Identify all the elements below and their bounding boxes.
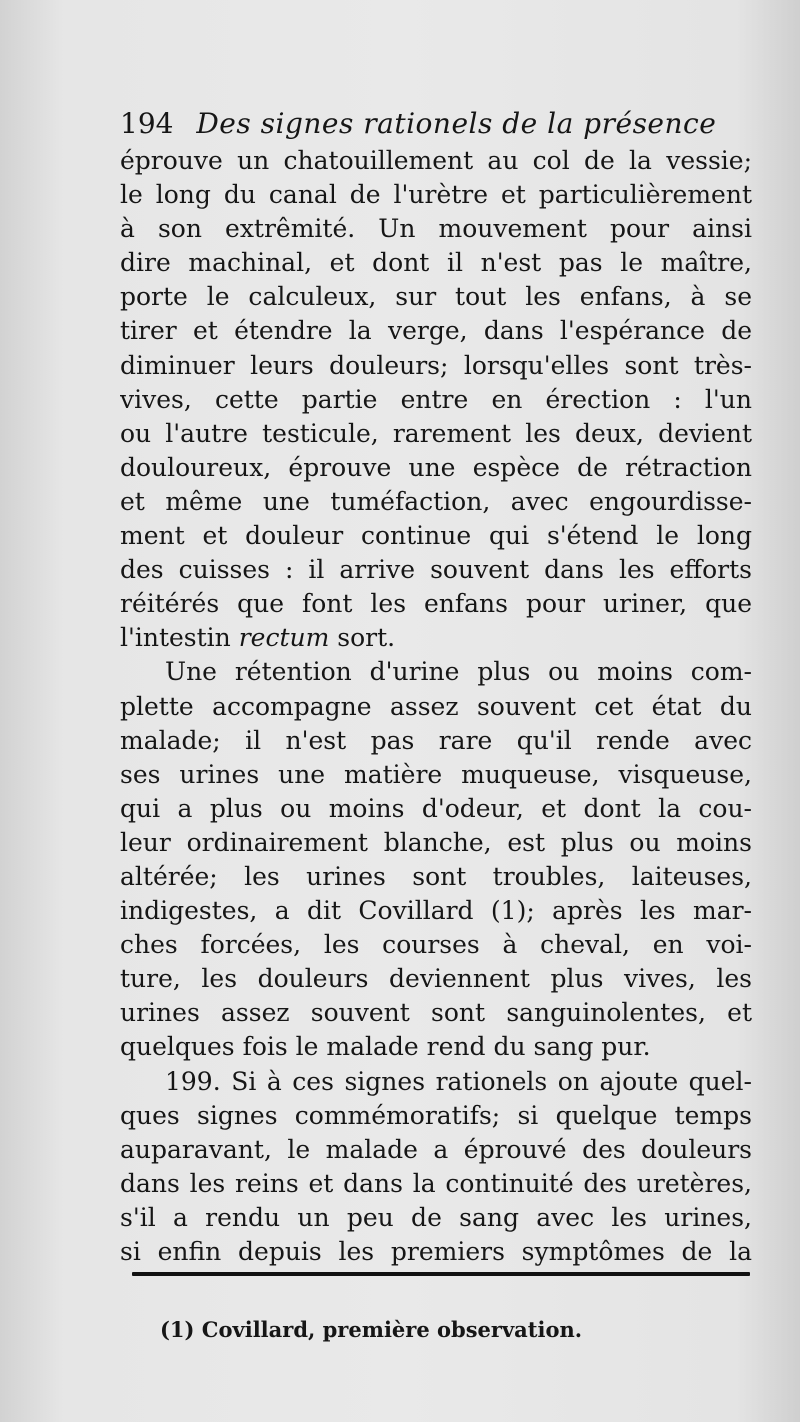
text-fragment: l'intestin (120, 623, 231, 653)
paragraph-start-line: 199. Si à ces signes rationels on ajoute quel- (165, 1066, 752, 1096)
text-line: porte le calculeux, sur tout les enfans, à se (120, 282, 752, 312)
text-line: et même une tuméfaction, avec engourdisse- (120, 486, 752, 516)
text-line: réitérés que font les enfans pour uriner, que (120, 589, 752, 619)
text-line: ou l'autre testicule, rarement les deux, devient (120, 418, 752, 448)
text-line: auparavant, le malade a éprouvé des douleurs (120, 1134, 752, 1164)
text-fragment: sort. (329, 623, 396, 653)
text-line: plette accompagne assez souvent cet état du (120, 691, 752, 721)
text-line: vives, cette partie entre en érection : l'un (120, 384, 752, 414)
text-line: ches forcées, les courses à cheval, en voi- (120, 930, 752, 960)
text-line: leur ordinairement blanche, est plus ou moins (120, 827, 752, 857)
text-line: qui a plus ou moins d'odeur, et dont la cou- (120, 793, 752, 823)
text-line: dans les reins et dans la continuité des uretères, (120, 1168, 752, 1198)
text-line: ques signes commémoratifs; si quelque temps (120, 1100, 752, 1130)
text-line: douloureux, éprouve une espèce de rétraction (120, 452, 752, 482)
italic-term: rectum (238, 623, 330, 653)
text-line: urines assez souvent sont sanguinolentes, et (120, 998, 752, 1028)
text-line: éprouve un chatouillement au col de la vessie; (120, 146, 752, 175)
text-line: indigestes, a dit Covillard (1); après les mar- (120, 896, 752, 926)
text-line: altérée; les urines sont troubles, laiteuses, (120, 861, 752, 891)
text-line: diminuer leurs douleurs; lorsqu'elles sont très- (120, 350, 752, 380)
text-line: dire machinal, et dont il n'est pas le maître, (120, 248, 752, 278)
text-line: s'il a rendu un peu de sang avec les urines, (120, 1202, 752, 1232)
body-text (120, 144, 752, 1269)
text-line: ture, les douleurs deviennent plus vives, les (120, 964, 752, 994)
running-header (120, 106, 717, 142)
text-line-paragraph-end (120, 621, 752, 655)
page-number: 194 (120, 107, 174, 140)
paragraph-start-line: Une rétention d'urine plus ou moins com- (165, 657, 752, 687)
text-line: tirer et étendre la verge, dans l'espérance de (120, 316, 752, 346)
text-line: à son extrêmité. Un mouvement pour ainsi (120, 214, 752, 244)
text-line: des cuisses : il arrive souvent dans les efforts (120, 555, 752, 585)
text-line: ses urines une matière muqueuse, visqueuse, (120, 759, 752, 789)
footnote-rule (132, 1272, 750, 1276)
text-line: si enfin depuis les premiers symptômes de la (120, 1237, 752, 1266)
text-line-paragraph-end: quelques fois le malade rend du sang pur. (120, 1032, 651, 1062)
text-line: malade; il n'est pas rare qu'il rende avec (120, 725, 752, 755)
text-line: ment et douleur continue qui s'étend le long (120, 521, 752, 551)
running-title: Des signes rationels de la présence (196, 107, 717, 140)
footnote: (1) Covillard, première observation. (160, 1317, 583, 1342)
text-line: le long du canal de l'urètre et particulièrement (120, 180, 752, 210)
